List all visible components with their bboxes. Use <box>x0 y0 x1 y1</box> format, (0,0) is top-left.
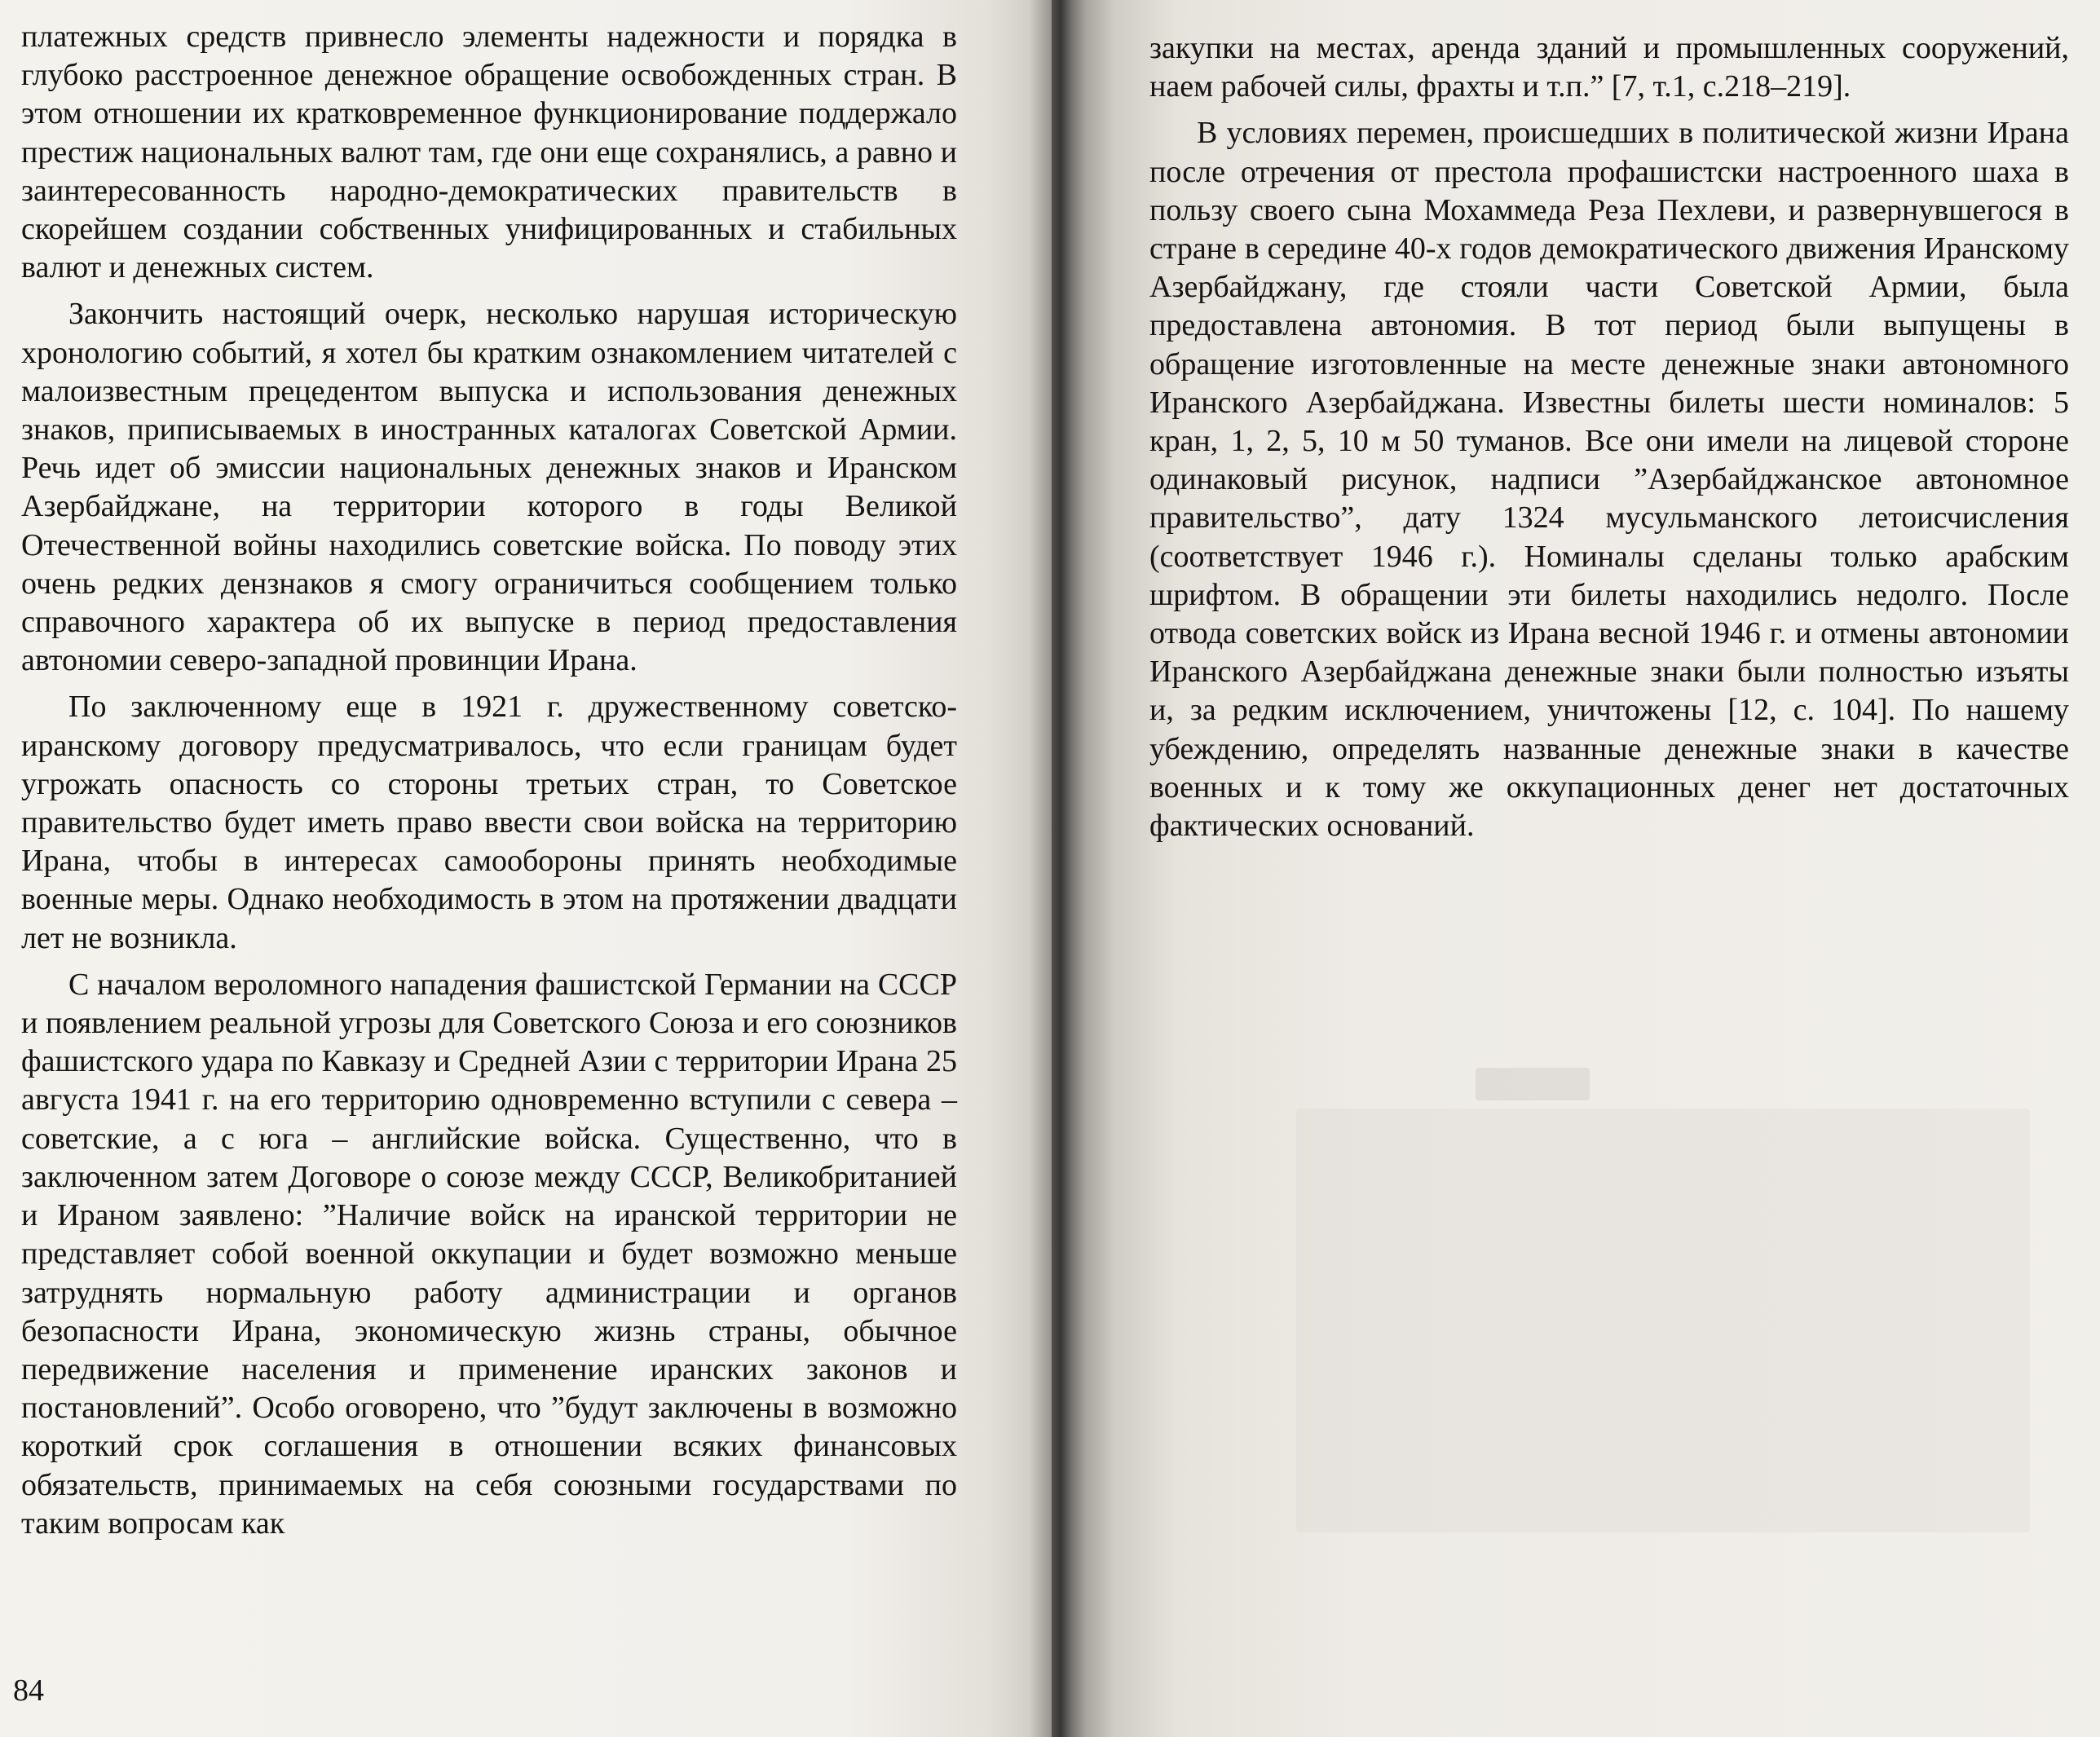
right-paragraph-1: закупки на местах, аренда зданий и промышленных сооружений, наем рабочей силы, фрахты и т.п.” [7, т.1, с.218–219]. <box>1149 31 2069 104</box>
right-paragraph-2: В условиях перемен, происшедших в политической жизни Ирана после отречения от престола профашистски настроенного шаха в пользу своего сына Мохаммеда Реза Пехлеви, и развернувшегося в стране в середине 40-х годов демократического движения Иранскому Азербайджану, где стояли части Советской Армии, была предоставлена автономия. В тот период были выпущены в обращение изготовленные на месте денежные знаки автономного Иранского Азербайджана. Известны билеты шести номиналов: 5 кран, 1, 2, 5, 10 м 50 туманов. Все они имели на лицевой стороне одинаковый рисунок, надписи ”Азербайджанское автономное правительство”, дату 1324 мусульманского летоисчисления (соответствует 1946 г.). Номиналы сделаны только арабским шрифтом. В обращении эти билеты находились недолго. После отвода советских войск из Ирана весной 1946 г. и отмены автономии Иранского Азербайджана денежные знаки были полностью изъяты и, за редким исключением, уничтожены [12, с. 104]. По нашему убеждению, определять названные денежные знаки в качестве военных и к тому же оккупационных денег нет достаточных фактических оснований. <box>1149 116 2069 844</box>
page-number: 84 <box>13 1673 44 1708</box>
left-paragraph-3: По заключенному еще в 1921 г. дружественному советско-иранскому договору предусматривалось, что если границам будет угрожать опасность со стороны третьих стран, то Советское правительство будет иметь право ввести свои войска на территорию Ирана, чтобы в интересах самообороны принять необходимые военные меры. Однако необходимость в этом на протяжении двадцати лет не возникла. <box>21 690 957 955</box>
bleed-through-area <box>1296 1109 2030 1532</box>
right-page <box>1052 0 2100 1737</box>
left-paragraph-2: Закончить настоящий очерк, несколько нарушая историческую хронологию событий, я хотел бы кратким ознакомлением читателей с малоизвестным прецедентом выпуска и использования денежных знаков, приписываемых в иностранных каталогах Советской Армии. Речь идет об эмиссии национальных денежных знаков и Иранском Азербайджане, на территории которого в годы Великой Отечественной войны находились советские войска. По поводу этих очень редких дензнаков я смогу ограничиться сообщением только справочного характера об их выпуске в период предоставления автономии северо-западной провинции Ирана. <box>21 297 957 678</box>
left-paragraph-4: С началом вероломного нападения фашистской Германии на СССР и появлением реальной угрозы для Советского Союза и его союзников фашистского удара по Кавказу и Средней Азии с территории Ирана 25 августа 1941 г. на его территорию одновременно вступили с севера – советские, а с юга – английские войска. Существенно, что в заключенном затем Договоре о союзе между СССР, Великобританией и Ираном заявлено: ”Наличие войск на иранской территории не представляет собой военной оккупации и будет возможно меньше затруднять нормальную работу администрации и органов безопасности Ирана, экономическую жизнь страны, обычное передвижение населения и применение иранских законов и постановлений”. Особо оговорено, что ”будут заключены в возможно короткий срок соглашения в отношении всяких финансовых обязательств, принимаемых на себя союзными государствами по таким вопросам как <box>21 967 957 1541</box>
bleed-through-mark <box>1476 1068 1590 1100</box>
right-page-text <box>1149 29 2069 845</box>
left-paragraph-1: платежных средств привнесло элементы надежности и порядка в глубоко расстроенное денежное обращение освобожденных стран. В этом отношении их кратковременное функционирование поддержало престиж национальных валют там, где они еще сохранялись, а равно и заинтересованность народно-демократических правительств в скорейшем создании собственных унифицированных и стабильных валют и денежных систем. <box>21 20 957 285</box>
left-page-text <box>21 18 957 1543</box>
